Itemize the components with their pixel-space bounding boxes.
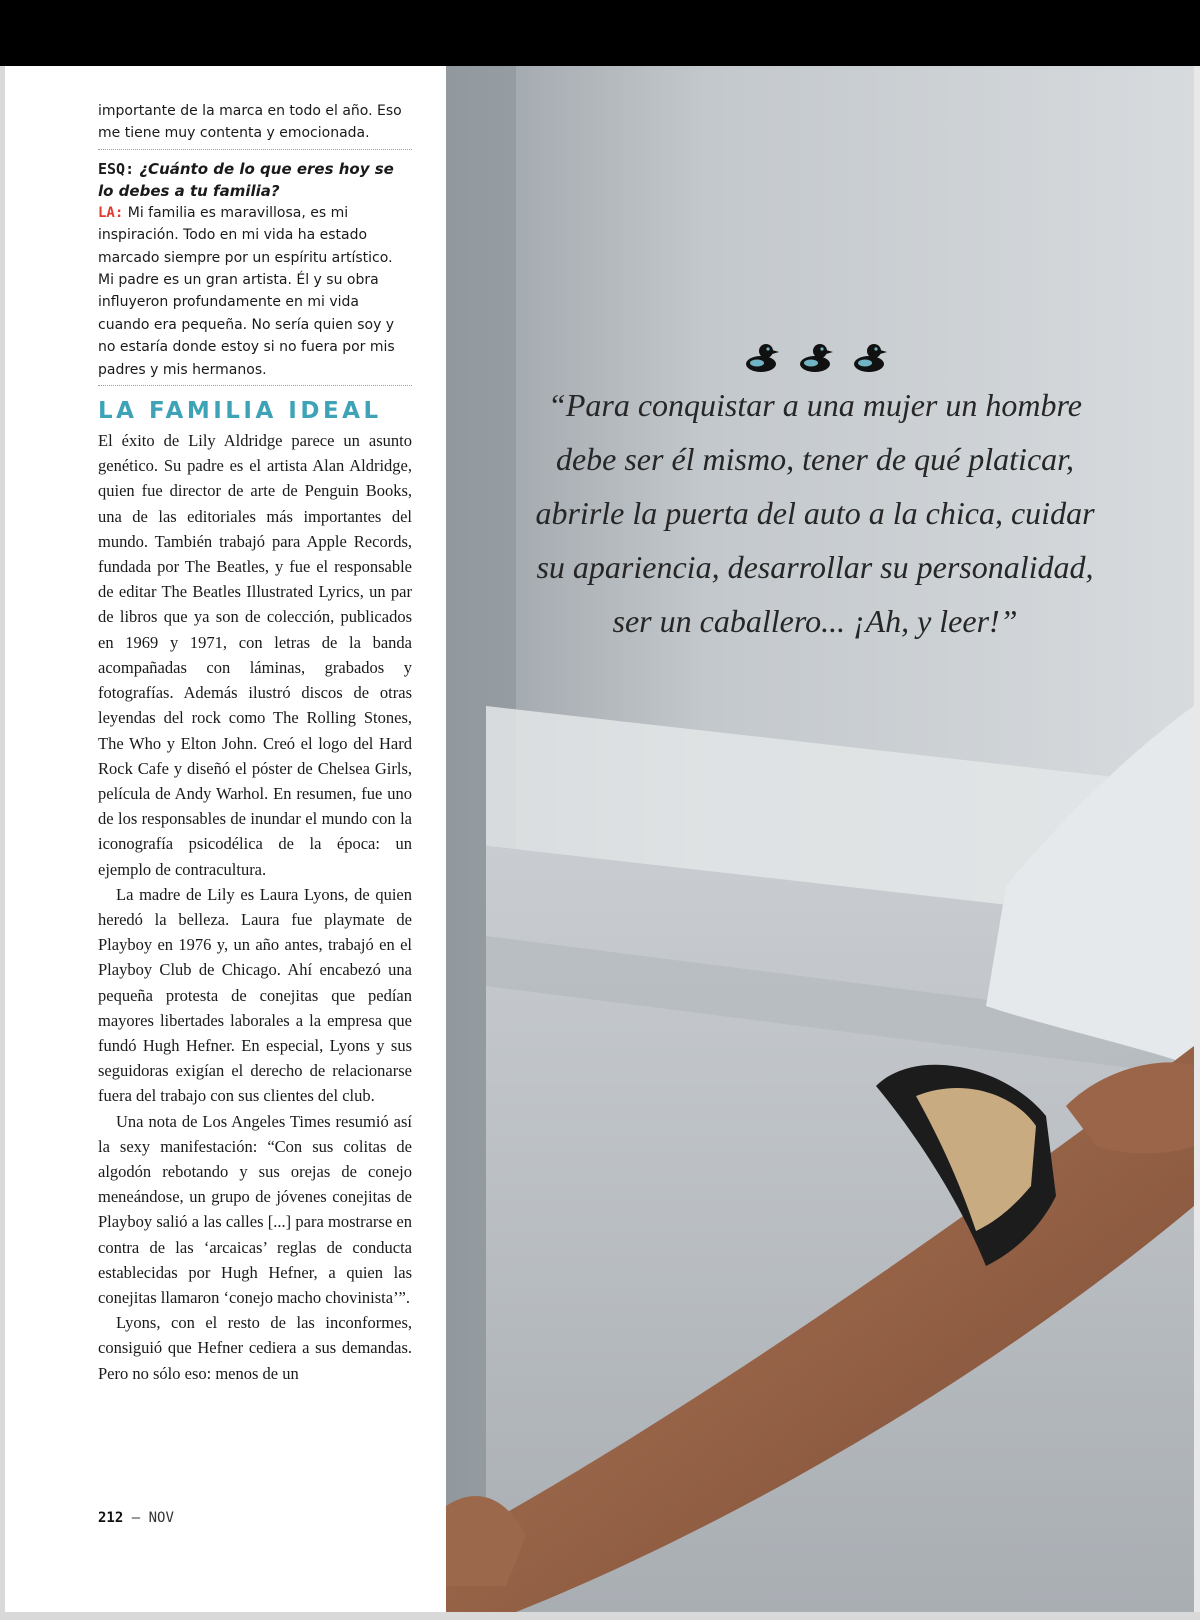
divider (98, 385, 412, 386)
body-paragraph: El éxito de Lily Aldridge parece un asunto genético. Su padre es el artista Alan Aldridge, quien fue director de arte de Penguin Books, una de las editoriales más importantes del mundo. También trabajó para Apple Records, fundada por The Beatles, y fue el responsable de editar The Beatles Illustrated Lyrics, un par de libros que ya son de colección, publicados en 1969 y 1971, con letras de la banda acompañadas con láminas, grabados y fotografías. Además ilustró discos de otras leyendas del rock como The Rolling Stones, The Who y Elton John. Creó el logo del Hard Rock Cafe y diseñó el póster de Chelsea Girls, película de Andy Warhol. En resumen, fue uno de los responsables de inundar el mundo con la iconografía psicodélica de la época: un ejemplo de contracultura. (98, 431, 412, 879)
interview-question (98, 158, 412, 202)
ornament-row (535, 340, 1095, 374)
folio (98, 1510, 174, 1526)
section-title: LA FAMILIA IDEAL (98, 398, 382, 425)
photo-bed-scene (446, 66, 1194, 1612)
answer-label: LA: (98, 204, 124, 221)
interview-answer (98, 202, 412, 381)
duck-icon (850, 340, 888, 374)
duck-icon (742, 340, 780, 374)
right-page-edge (1194, 66, 1200, 1620)
divider (98, 149, 412, 150)
body-paragraph: Una nota de Los Angeles Times resumió así la sexy manifestación: “Con sus colitas de algodón rebotando y sus orejas de conejo meneándose, un grupo de jóvenes conejitas de Playboy salió a las calles [...] para mostrarse en contra de las ‘arcaicas’ reglas de conducta establecidas por Hugh Hefner, a quien las conejitas llamaron ‘conejo macho chovinista’”. (98, 1111, 412, 1307)
left-page-edge (0, 66, 5, 1620)
folio-separator: — (131, 1510, 141, 1526)
intro-text: importante de la marca en todo el año. Eso me tiene muy contenta y emocionada. (98, 103, 402, 142)
answer-text: Mi familia es maravillosa, es mi inspiración. Todo en mi vida ha estado marcado siempre por un espíritu artístico. Mi padre es un gran artista. Él y su obra influyeron profundamente en mi vida cuando era pequeña. No sería quien soy y no estaría donde estoy si no fuera por mis padres y mis hermanos. (98, 204, 395, 378)
question-label: ESQ: (98, 159, 135, 178)
pull-quote (535, 340, 1095, 648)
top-black-band (0, 0, 1200, 66)
article-body (98, 428, 412, 1386)
question-text: ¿Cuánto de lo que eres hoy se lo debes a tu familia? (98, 159, 394, 200)
bottom-page-edge (0, 1612, 1200, 1620)
duck-icon (796, 340, 834, 374)
body-paragraph: Lyons, con el resto de las inconformes, consiguió que Hefner cediera a sus demandas. Pero no sólo eso: menos de un (98, 1313, 412, 1383)
folio-month: NOV (148, 1510, 174, 1526)
photo-illustration (446, 66, 1194, 1612)
article-column (98, 100, 412, 1386)
pull-quote-text: “Para conquistar a una mujer un hombre debe ser él mismo, tener de qué platicar, abrirle la puerta del auto a la chica, cuidar su apariencia, desarrollar su personalidad, ser un caballero... ¡Ah, y leer!” (535, 387, 1095, 639)
page-number: 212 (98, 1510, 124, 1526)
body-paragraph: La madre de Lily es Laura Lyons, de quien heredó la belleza. Laura fue playmate de Playboy en 1976 y, un año antes, trabajó en el Playboy Club de Chicago. Ahí encabezó una pequeña protesta de conejitas que pedían mayores libertades laborales a la empresa que fundó Hugh Hefner. En especial, Lyons y sus seguidoras exigían el derecho de relacionarse fuera del trabajo con sus clientes del club. (98, 884, 412, 1106)
